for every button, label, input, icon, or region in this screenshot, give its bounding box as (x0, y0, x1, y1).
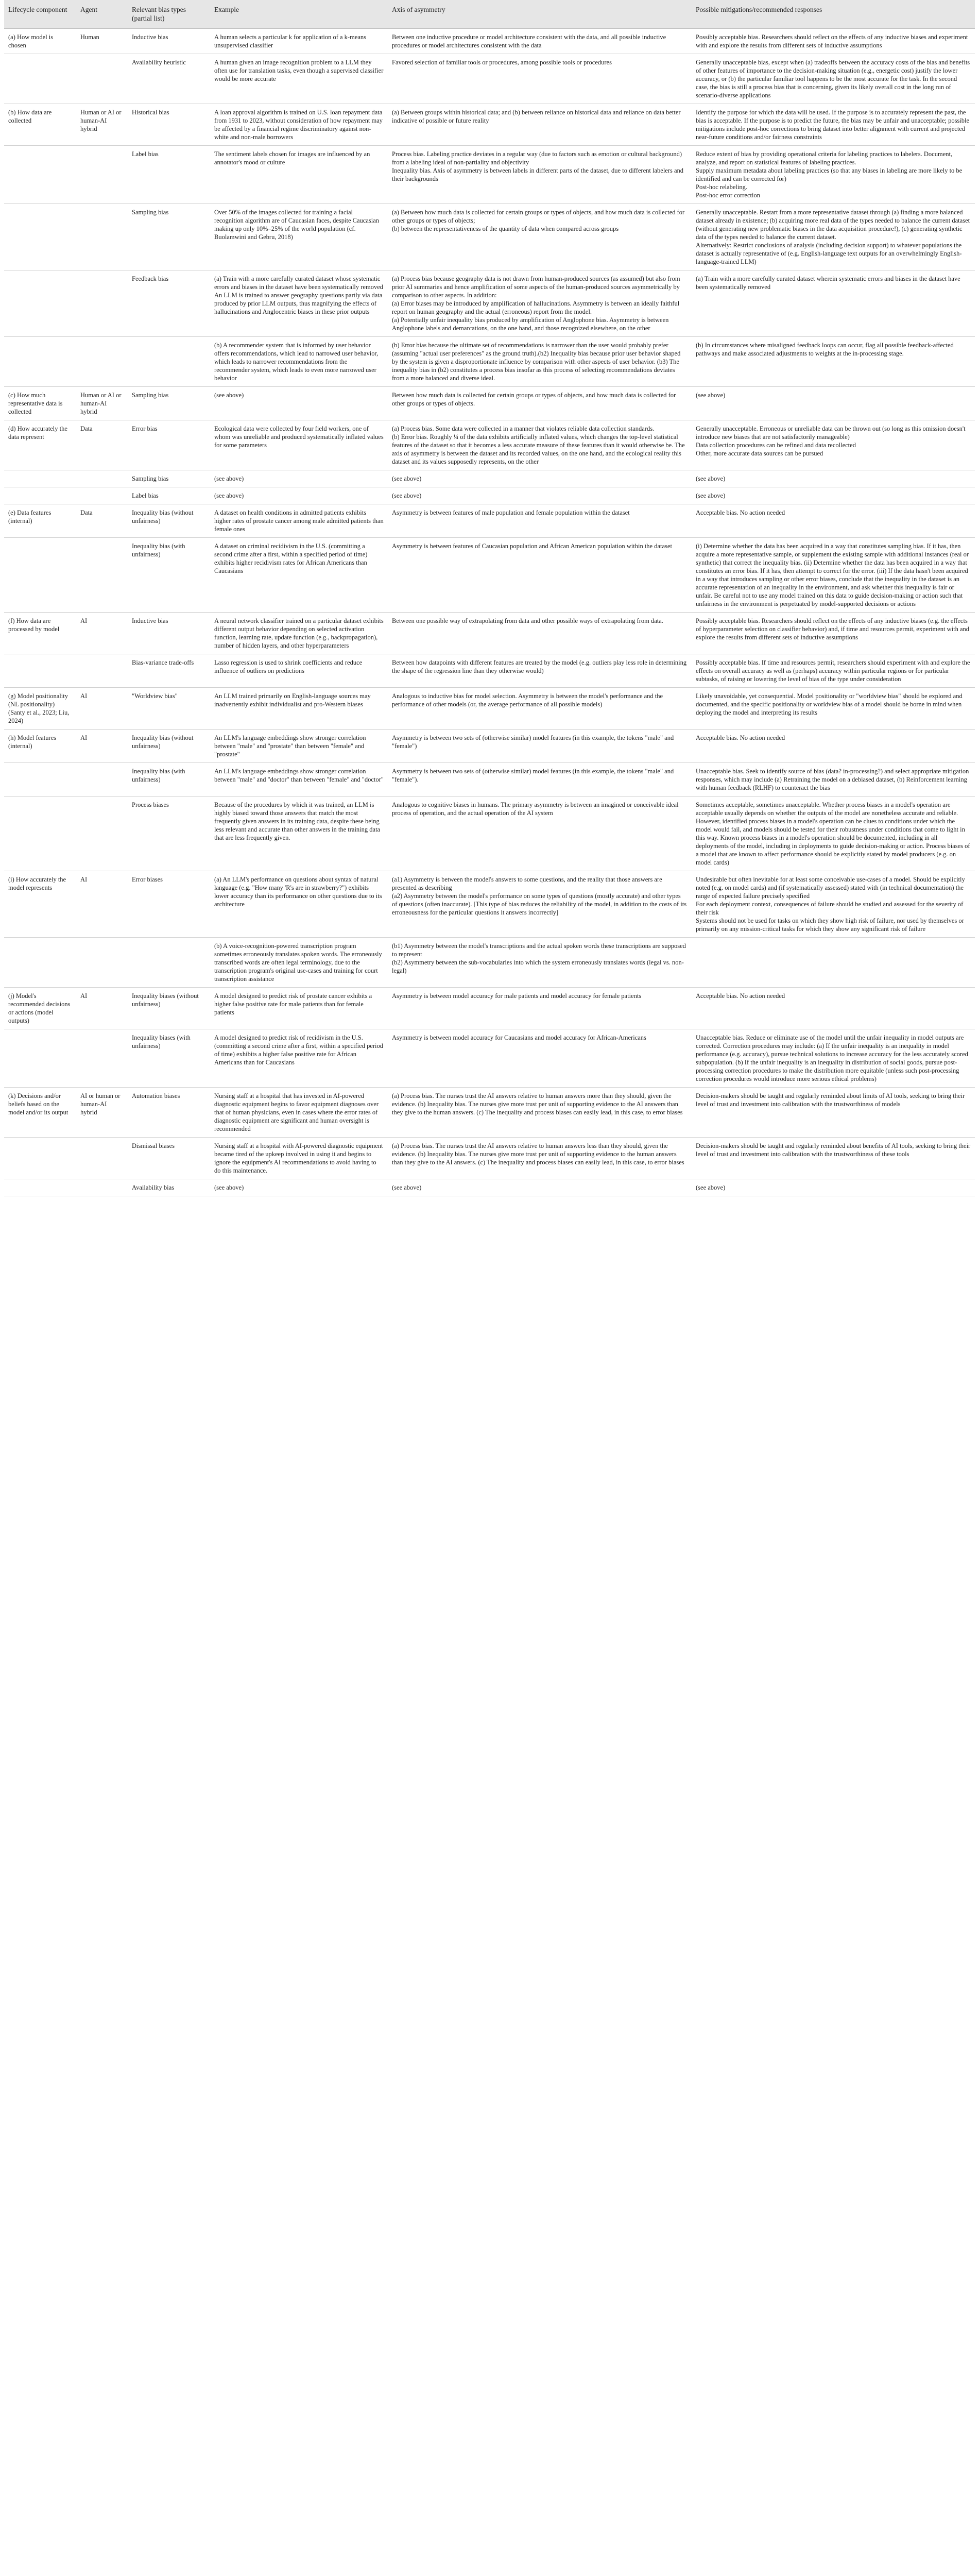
cell-lifecycle (4, 762, 76, 796)
table-row (4, 104, 975, 145)
cell-axis: Process bias. Labeling practice deviates in a regular way (due to factors such as emotion or cultural background) from a labeling ideal of non-partiality and objectivity Inequality bias. Axis of asymmetry is between labels in different parts of the dataset, due to different labelers and their backgrounds (388, 145, 692, 204)
header-lifecycle: Lifecycle component (4, 0, 76, 28)
cell-lifecycle (4, 54, 76, 104)
cell-example: Nursing staff at a hospital with AI-powered diagnostic equipment became tired of the upkeep involved in using it and begins to ignore the equipment's AI recommendations to avoid having to do this maintenance. (210, 1137, 388, 1179)
cell-lifecycle: (c) How much representative data is collected (4, 386, 76, 420)
cell-mitigation: (see above) (692, 1179, 975, 1196)
cell-axis: Asymmetry is between model accuracy for Caucasians and model accuracy for African-Americans (388, 1029, 692, 1087)
cell-agent: AI or human or human-AI hybrid (76, 1087, 128, 1137)
cell-agent (76, 762, 128, 796)
cell-lifecycle (4, 470, 76, 487)
document (4, 0, 975, 1196)
cell-mitigation: Identify the purpose for which the data will be used. If the purpose is to accurately represent the past, the bias is acceptable. If the purpose is to predict the future, the bias may be unfair and unacceptable; possible mitigations include post-hoc corrections to bring dataset into better alignment with current and projected near-future conditions and/or fairness constraints (692, 104, 975, 145)
table-row (4, 654, 975, 687)
cell-agent: AI (76, 871, 128, 937)
cell-axis: (a) Process bias. The nurses trust the AI answers relative to human answers less than they should, given the evidence. (b) Inequality bias. The nurses give more trust per unit of supporting evidence to the human answers than they give to the AI answers. (c) The inequality and process biases can easily lead, in this case, to error biases (388, 1137, 692, 1179)
header-axis: Axis of asymmetry (388, 0, 692, 28)
cell-agent (76, 796, 128, 871)
cell-lifecycle: (e) Data features (internal) (4, 504, 76, 537)
cell-bias-type: Sampling bias (128, 386, 210, 420)
cell-lifecycle: (j) Model's recommended decisions or actions (model outputs) (4, 987, 76, 1029)
cell-example: An LLM's language embeddings show stronger correlation between "male" and "prostate" than between "female" and "prostate" (210, 729, 388, 762)
table-row (4, 1029, 975, 1087)
cell-bias-type: Inequality bias (without unfairness) (128, 729, 210, 762)
cell-example: (see above) (210, 470, 388, 487)
cell-axis: (a1) Asymmetry is between the model's answers to some questions, and the reality that those answers are presented as describing (a2) Asymmetry between the model's performance on some types of questions (mostly accurate) and other types of questions (often inaccurate). [This type of bias reduces the reliability of the model, in addition to the costs of its erroneousness for the particular questions it answers incorrectly] (388, 871, 692, 937)
cell-lifecycle (4, 654, 76, 687)
cell-agent: AI (76, 687, 128, 729)
table-row (4, 612, 975, 654)
cell-lifecycle (4, 1179, 76, 1196)
cell-bias-type (128, 336, 210, 386)
cell-mitigation: Reduce extent of bias by providing operational criteria for labeling practices to labelers. Document, analyze, and report on statistical features of labeling practices. Supply maximum metadata about labeling practices (so that any biases in labeling are more likely to be identified and can be corrected for) Post-hoc relabeling. Post-hoc error correction (692, 145, 975, 204)
header-agent: Agent (76, 0, 128, 28)
cell-mitigation: (b) In circumstances where misaligned feedback loops can occur, flag all possible feedback-affected pathways and make associated adjustments to weights at the in-processing stage. (692, 336, 975, 386)
table-row (4, 537, 975, 612)
cell-example: A model designed to predict risk of prostate cancer exhibits a higher false positive rate for male patients than for female patients (210, 987, 388, 1029)
cell-bias-type: Automation biases (128, 1087, 210, 1137)
cell-example: A model designed to predict risk of recidivism in the U.S. (committing a second crime after a first, within a specified period of time) exhibits a higher false positive rate for African Americans than for Caucasians (210, 1029, 388, 1087)
cell-example: A dataset on health conditions in admitted patients exhibits higher rates of prostate cancer among male admitted patients than female ones (210, 504, 388, 537)
cell-axis: Asymmetry is between features of Caucasian population and African American population within the dataset (388, 537, 692, 612)
cell-axis: (a) Between how much data is collected for certain groups or types of objects, and how much data is collected for other groups or types of objects; (b) between the representativeness of the quantity of data when compared across groups (388, 204, 692, 270)
cell-axis: (a) Process bias because geography data is not drawn from human-produced sources (as assumed) but also from prior AI summaries and hence amplification of some aspects of the human-produced sources asymmetrically by comparison to other aspects. In addition: (a) Error biases may be introduced by amplification of hallucinations. Asymmetry is between an ideally faithful report on human geography and the actual (erroneous) report from the model. (a) Potentially unfair inequality bias produced by amplification of Anglophone bias. Asymmetry is between Anglophone labels and demarcations, on the one hand, and those recognized elsewhere, on the other (388, 270, 692, 336)
table-row (4, 270, 975, 336)
cell-example: (b) A recommender system that is informed by user behavior offers recommendations, which lead to narrowed user behavior, which leads to narrower recommendations from the recommender system, which leads to even more narrowed user behavior (210, 336, 388, 386)
cell-lifecycle (4, 145, 76, 204)
cell-lifecycle (4, 537, 76, 612)
cell-bias-type: "Worldview bias" (128, 687, 210, 729)
cell-mitigation: Acceptable bias. No action needed (692, 504, 975, 537)
cell-example: A neural network classifier trained on a particular dataset exhibits different output behavior depending on selected activation function, learning rate, update function (e.g., backpropagation), number of hidden layers, and other hyperparameters (210, 612, 388, 654)
cell-agent: Data (76, 420, 128, 470)
cell-bias-type: Inductive bias (128, 28, 210, 54)
cell-mitigation: Generally unacceptable. Restart from a more representative dataset through (a) finding a more balanced dataset already in existence; (b) acquiring more real data of the types needed to balance the current dataset (without generating new problematic biases in the data acquisition procedure!), (c) generating synthetic data of the types needed to balance the current dataset. Alternatively: Restrict conclusions of analysis (including decision support) to whatever populations the dataset is actually representative of (e.g. English-language text outputs for an overwhelmingly English-language-trained LLM) (692, 204, 975, 270)
cell-mitigation: Unacceptable bias. Seek to identify source of bias (data? in-processing?) and select appropriate mitigation responses, which may include (a) Retraining the model on a debiased dataset, (b) Reinforcement learning with human feedback (RLHF) to counteract the bias (692, 762, 975, 796)
cell-agent (76, 470, 128, 487)
cell-example: Lasso regression is used to shrink coefficients and reduce influence of outliers on predictions (210, 654, 388, 687)
cell-lifecycle (4, 487, 76, 504)
cell-lifecycle: (h) Model features (internal) (4, 729, 76, 762)
cell-bias-type: Inequality biases (with unfairness) (128, 1029, 210, 1087)
table-header (4, 0, 975, 28)
header-mitigations: Possible mitigations/recommended responses (692, 0, 975, 28)
cell-axis: (a) Process bias. The nurses trust the AI answers relative to human answers more than they should, given the evidence. (b) Inequality bias. The nurses give more trust per unit of supporting evidence to the AI answers than they give to the human answers. (c) The inequality and process biases can easily lead, in this case, to error biases (388, 1087, 692, 1137)
cell-example: A human given an image recognition problem to a LLM they often use for translation tasks, even though a supervised classifier would be more accurate (210, 54, 388, 104)
cell-agent: Human or AI or human-AI hybrid (76, 104, 128, 145)
cell-lifecycle (4, 796, 76, 871)
cell-agent (76, 937, 128, 987)
cell-axis: (see above) (388, 1179, 692, 1196)
table-row (4, 871, 975, 937)
cell-example: (b) A voice-recognition-powered transcription program sometimes erroneously translates spoken words. The erroneously transcribed words are often legal terminology, due to the transcription program's original use-cases and training for court transcription assistance (210, 937, 388, 987)
cell-bias-type: Inductive bias (128, 612, 210, 654)
cell-example: A loan approval algorithm is trained on U.S. loan repayment data from 1931 to 2023, without consideration of how repayment may be affected by a financial regime discriminatory against non-white and non-male borrowers (210, 104, 388, 145)
cell-mitigation: (see above) (692, 487, 975, 504)
cell-example: Ecological data were collected by four field workers, one of whom was unreliable and produced systematically inflated values for some parameters (210, 420, 388, 470)
cell-lifecycle (4, 937, 76, 987)
cell-bias-type: Inequality biases (without unfairness) (128, 987, 210, 1029)
cell-mitigation: (see above) (692, 470, 975, 487)
cell-mitigation: (a) Train with a more carefully curated dataset wherein systematic errors and biases in the dataset have been systematically removed (692, 270, 975, 336)
table-row (4, 937, 975, 987)
cell-lifecycle: (f) How data are processed by model (4, 612, 76, 654)
cell-mitigation: Possibly acceptable bias. Researchers should reflect on the effects of any inductive biases and experiment with and explore the results from different sets of inductive assumptions (692, 28, 975, 54)
cell-agent: Data (76, 504, 128, 537)
cell-bias-type: Sampling bias (128, 204, 210, 270)
cell-example: An LLM trained primarily on English-language sources may inadvertently exhibit individualist and pro-Western biases (210, 687, 388, 729)
table-row (4, 386, 975, 420)
cell-bias-type: Inequality bias (without unfairness) (128, 504, 210, 537)
cell-example: Over 50% of the images collected for training a facial recognition algorithm are of Caucasian faces, despite Caucasian making up only 10%–25% of the world population (cf. Buolamwini and Gebru, 2018) (210, 204, 388, 270)
table-body (4, 28, 975, 1196)
table-row (4, 504, 975, 537)
cell-lifecycle (4, 336, 76, 386)
cell-mitigation (692, 937, 975, 987)
cell-axis: (see above) (388, 487, 692, 504)
table-row (4, 487, 975, 504)
cell-agent (76, 1179, 128, 1196)
cell-axis: Asymmetry is between model accuracy for male patients and model accuracy for female patients (388, 987, 692, 1029)
cell-mitigation: Possibly acceptable bias. Researchers should reflect on the effects of any inductive biases (e.g. the effects of hyperparameter selection on classifier behavior) and, if time and resources permit, experiment with and explore the results from different sets of inductive assumptions (692, 612, 975, 654)
cell-lifecycle: (g) Model positionality (NL positionality) (Santy et al., 2023; Liu, 2024) (4, 687, 76, 729)
cell-axis: (a) Between groups within historical data; and (b) between reliance on historical data and reliance on data better indicative of possible or future reality (388, 104, 692, 145)
cell-example: (a) An LLM's performance on questions about syntax of natural language (e.g. "How many 'R's are in strawberry?") exhibits lower accuracy than its performance on other questions due to its architecture (210, 871, 388, 937)
cell-example: (see above) (210, 487, 388, 504)
cell-lifecycle: (d) How accurately the data represent (4, 420, 76, 470)
cell-mitigation: Generally unacceptable. Erroneous or unreliable data can be thrown out (so long as this omission doesn't introduce new biases that are not satisfactorily manageable) Data collection procedures can be refined and data recollected Other, more accurate data sources can be pursued (692, 420, 975, 470)
cell-bias-type: Availability bias (128, 1179, 210, 1196)
table-row (4, 336, 975, 386)
cell-example: Nursing staff at a hospital that has invested in AI-powered diagnostic equipment begins to favor equipment diagnoses over that of human physicians, even in cases where the error rates of diagnostic equipment are significant and human oversight is recommended (210, 1087, 388, 1137)
cell-bias-type: Error bias (128, 420, 210, 470)
cell-agent (76, 487, 128, 504)
table-row (4, 987, 975, 1029)
cell-agent: AI (76, 612, 128, 654)
cell-lifecycle: (b) How data are collected (4, 104, 76, 145)
cell-bias-type: Sampling bias (128, 470, 210, 487)
cell-mitigation: (i) Determine whether the data has been acquired in a way that constitutes sampling bias. If it has, then acquire a more representative sample, or supplement the existing sample with additional instances (real or synthetic) that correct the inequality bias. (ii) Determine whether the data has been acquired in a way that constitutes an error bias. If it has, then attempt to correct for the error. (iii) If the data hasn't been acquired in a way that introduces sampling or other error biases, conclude that the inequality in the dataset is an accurate representation of an inequality in the environment, and ask whether this inequality is fair or unfair. Be careful not to use any model trained on this data to guide decision-making or action such that unfairness in the environment is perpetuated by model-supported decisions or actions (692, 537, 975, 612)
cell-bias-type: Process biases (128, 796, 210, 871)
cell-agent (76, 1137, 128, 1179)
cell-bias-type: Label bias (128, 145, 210, 204)
cell-axis: (see above) (388, 470, 692, 487)
cell-mitigation: Acceptable bias. No action needed (692, 729, 975, 762)
cell-axis: Between one possible way of extrapolating from data and other possible ways of extrapolating from data. (388, 612, 692, 654)
cell-example: (see above) (210, 386, 388, 420)
cell-mitigation: Generally unacceptable bias, except when (a) tradeoffs between the accuracy costs of the bias and benefits of other features of importance to the decision-making situation (e.g., energetic cost) justify the lower accuracy, or (b) the particular familiar tool happens to be the most accurate for the task. In the second case, the bias is still a process bias that is concerning, given its likely overall cost in the long run of scenario-diverse applications (692, 54, 975, 104)
cell-axis: Analogous to inductive bias for model selection. Asymmetry is between the model's performance and the performance of other models (or, the average performance of all possible models) (388, 687, 692, 729)
cell-axis: (b1) Asymmetry between the model's transcriptions and the actual spoken words these transcriptions are supposed to represent (b2) Asymmetry between the sub-vocabularies into which the system erroneously translates words (legal vs. non-legal) (388, 937, 692, 987)
cell-agent (76, 537, 128, 612)
table-row (4, 145, 975, 204)
cell-example: An LLM's language embeddings show stronger correlation between "male" and "doctor" than between "female" and "doctor" (210, 762, 388, 796)
cell-mitigation: Sometimes acceptable, sometimes unacceptable. Whether process biases in a model's operation are acceptable usually depends on whether the outputs of the model are nonetheless accurate and reliable. However, identified process biases in a model's operation can be clues to conditions under which the model would fail, and models should be tested for their robustness under conditions that come to light in this way. Known process biases in a model's operation should be documented, including in all deployments of the model, including in deployments to guide decision-making or action. Process biases of a model that are known to affect performance should be explicitly stated by model producers (e.g. on model cards) (692, 796, 975, 871)
cell-bias-type (128, 937, 210, 987)
cell-lifecycle: (k) Decisions and/or beliefs based on the model and/or its output (4, 1087, 76, 1137)
cell-example: A human selects a particular k for application of a k-means unsupervised classifier (210, 28, 388, 54)
cell-bias-type: Bias-variance trade-offs (128, 654, 210, 687)
cell-agent: Human (76, 28, 128, 54)
cell-agent: AI (76, 987, 128, 1029)
cell-axis: Asymmetry is between two sets of (otherwise similar) model features (in this example, the tokens "male" and "female"). (388, 762, 692, 796)
cell-example: A dataset on criminal recidivism in the U.S. (committing a second crime after a first, within a specified period of time) exhibits higher recidivism rates for African Americans than Caucasians (210, 537, 388, 612)
table-row (4, 28, 975, 54)
bias-table (4, 0, 975, 1196)
cell-bias-type: Label bias (128, 487, 210, 504)
header-bias-types: Relevant bias types (partial list) (128, 0, 210, 28)
cell-lifecycle (4, 1137, 76, 1179)
cell-mitigation: (see above) (692, 386, 975, 420)
table-row (4, 687, 975, 729)
cell-agent: Human or AI or human-AI hybrid (76, 386, 128, 420)
cell-mitigation: Unacceptable bias. Reduce or eliminate use of the model until the unfair inequality in model outputs are corrected. Correction procedures may include: (a) If the unfair inequality is an inequality in model performance (e.g. accuracy), pursue technical solutions to increase accuracy for the less accurately scored subpopulation. (b) If the unfair inequality is an inequality in distribution of social goods, pursue post-processing correction procedures to make the distribution more equitable (unless such post-processing correction procedures would introduce more serious ethical problems) (692, 1029, 975, 1087)
cell-axis: (a) Process bias. Some data were collected in a manner that violates reliable data collection standards. (b) Error bias. Roughly ¼ of the data exhibits artificially inflated values, which changes the top-level statistical features of the dataset so that it becomes a less accurate measure of these features than it would otherwise be. The axis of asymmetry is between the dataset and its recorded values, on the one hand, and the ecological reality this dataset and its values supposedly represents, on the other (388, 420, 692, 470)
table-row (4, 204, 975, 270)
cell-mitigation: Possibly acceptable bias. If time and resources permit, researchers should experiment with and explore the effects on overall accuracy as well as (perhaps) accuracy within particular regions or for particular subtasks, of raising or lowering the level of bias of the type under consideration (692, 654, 975, 687)
table-row (4, 470, 975, 487)
table-row (4, 54, 975, 104)
cell-example: (see above) (210, 1179, 388, 1196)
table-row (4, 1087, 975, 1137)
table-row (4, 1137, 975, 1179)
header-example: Example (210, 0, 388, 28)
cell-axis: Between how datapoints with different features are treated by the model (e.g. outliers play less role in determining the shape of the regression line than they otherwise would) (388, 654, 692, 687)
cell-axis: Asymmetry is between features of male population and female population within the dataset (388, 504, 692, 537)
cell-lifecycle: (a) How model is chosen (4, 28, 76, 54)
cell-mitigation: Acceptable bias. No action needed (692, 987, 975, 1029)
cell-agent (76, 654, 128, 687)
table-row (4, 1179, 975, 1196)
cell-bias-type: Error biases (128, 871, 210, 937)
cell-lifecycle (4, 204, 76, 270)
cell-mitigation: Likely unavoidable, yet consequential. Model positionality or "worldview bias" should be explored and documented, and the specific positionality or worldview bias of a model should be borne in mind when deploying the model and interpreting its results (692, 687, 975, 729)
table-row (4, 420, 975, 470)
cell-agent (76, 145, 128, 204)
cell-lifecycle: (i) How accurately the model represents (4, 871, 76, 937)
table-row (4, 796, 975, 871)
cell-agent (76, 270, 128, 336)
cell-example: The sentiment labels chosen for images are influenced by an annotator's mood or culture (210, 145, 388, 204)
cell-lifecycle (4, 1029, 76, 1087)
cell-agent (76, 1029, 128, 1087)
cell-agent: AI (76, 729, 128, 762)
cell-lifecycle (4, 270, 76, 336)
cell-axis: Favored selection of familiar tools or procedures, among possible tools or procedures (388, 54, 692, 104)
cell-example: (a) Train with a more carefully curated dataset whose systematic errors and biases in the dataset have been systematically removed An LLM is trained to answer geography questions partly via data produced by prior LLM outputs, thus magnifying the effects of hallucinations and Anglocentric biases in these prior outputs (210, 270, 388, 336)
cell-mitigation: Decision-makers should be taught and regularly reminded about benefits of AI tools, seeking to bring their level of trust and investment into calibration with the trustworthiness of these tools (692, 1137, 975, 1179)
cell-axis: Asymmetry is between two sets of (otherwise similar) model features (in this example, the tokens "male" and "female") (388, 729, 692, 762)
cell-bias-type: Inequality bias (with unfairness) (128, 537, 210, 612)
table-row (4, 762, 975, 796)
cell-agent (76, 54, 128, 104)
cell-bias-type: Availability heuristic (128, 54, 210, 104)
cell-agent (76, 204, 128, 270)
cell-mitigation: Undesirable but often inevitable for at least some conceivable use-cases of a model. Should be explicitly noted (e.g. on model cards) and (if systematically assessed) stated with (in technical documentation) the range of expected failure precisely specified For each deployment context, consequences of failure should be studied and assessed for the severity of their risk Systems should not be used for tasks on which they show high risk of failure, nor used by themselves or primarily on any mission-critical tasks for which they show any significant risk of failure (692, 871, 975, 937)
cell-bias-type: Dismissal biases (128, 1137, 210, 1179)
cell-mitigation: Decision-makers should be taught and regularly reminded about limits of AI tools, seeking to bring their level of trust and investment into calibration with the trustworthiness of models (692, 1087, 975, 1137)
cell-agent (76, 336, 128, 386)
cell-example: Because of the procedures by which it was trained, an LLM is highly biased toward those answers that match the most frequently given answers in its training data, despite these being less relevant and accurate than other answers in the training data that are less frequently given. (210, 796, 388, 871)
cell-bias-type: Inequality bias (with unfairness) (128, 762, 210, 796)
cell-axis: Between how much data is collected for certain groups or types of objects, and how much data is collected for other groups or types of objects. (388, 386, 692, 420)
cell-axis: Between one inductive procedure or model architecture consistent with the data, and all possible inductive procedures or model architectures consistent with the data (388, 28, 692, 54)
cell-bias-type: Historical bias (128, 104, 210, 145)
table-row (4, 729, 975, 762)
cell-axis: (b) Error bias because the ultimate set of recommendations is narrower than the user would probably prefer (assuming "actual user preferences" as the ground truth).(b2) Inequality bias because prior user behavior shaped by the system is given a disproportionate influence by comparison with other aspects of user behavior. (b3) The inequality bias in (b2) constitutes a process bias insofar as this process of selecting recommendations deviates from a more balanced and diverse ideal. (388, 336, 692, 386)
cell-axis: Analogous to cognitive biases in humans. The primary asymmetry is between an imagined or conceivable ideal process of operation, and the actual operation of the AI system (388, 796, 692, 871)
cell-bias-type: Feedback bias (128, 270, 210, 336)
